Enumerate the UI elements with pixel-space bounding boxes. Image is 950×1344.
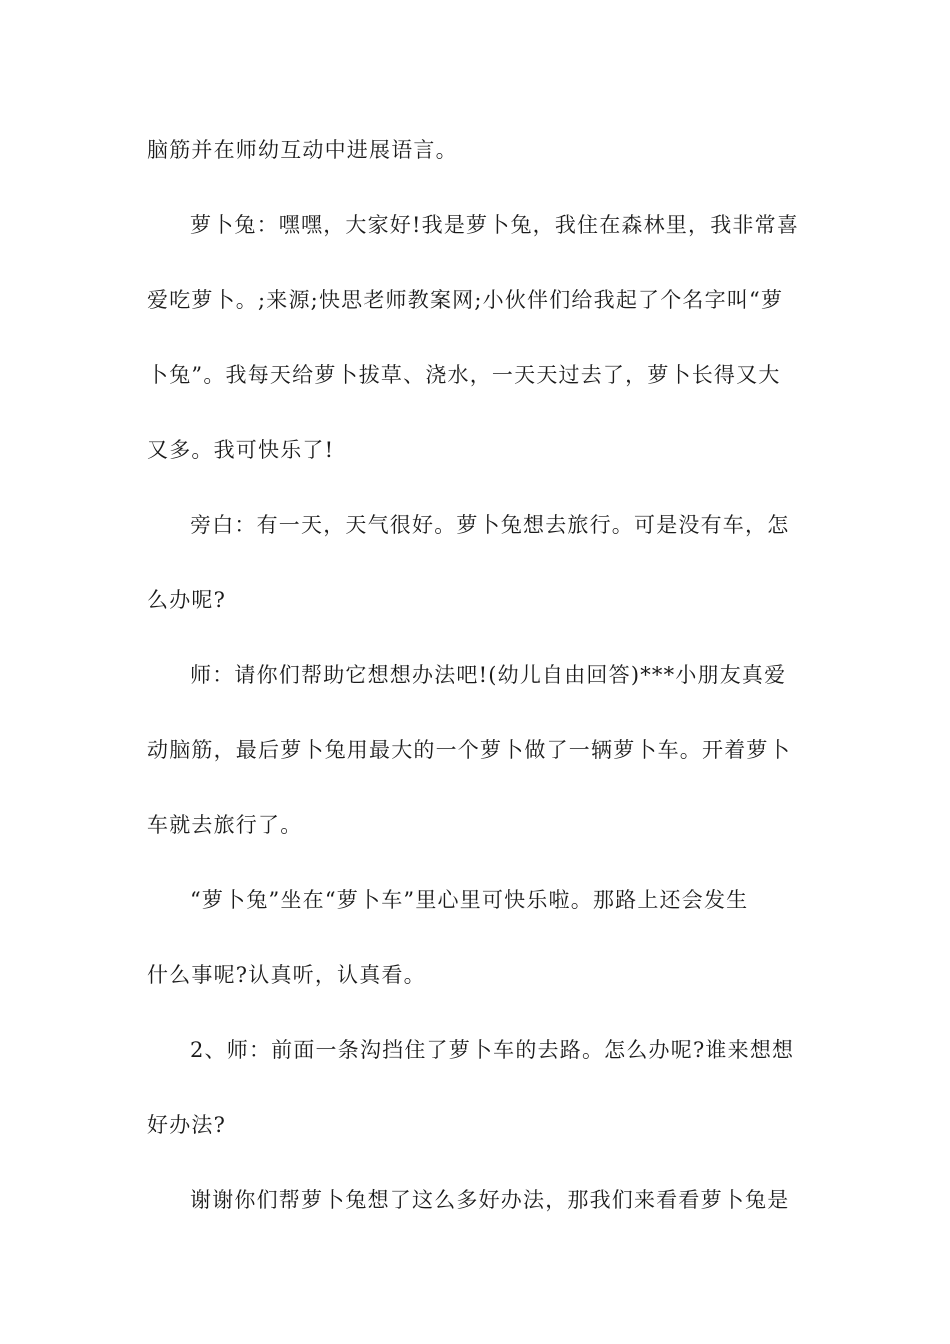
paragraph-start-line: 师：请你们帮助它想想办法吧!(幼儿自由回答)***小朋友真爱 (190, 663, 787, 687)
paragraph-start-line: 谢谢你们帮萝卜兔想了这么多好办法，那我们来看看萝卜兔是 (190, 1188, 790, 1212)
paragraph-start-line: 2、师：前面一条沟挡住了萝卜车的去路。怎么办呢?谁来想想 (190, 1038, 795, 1062)
text-line: 卜兔”。我每天给萝卜拔草、浇水，一天天过去了，萝卜长得又大 (147, 363, 781, 387)
text-line: 动脑筋，最后萝卜兔用最大的一个萝卜做了一辆萝卜车。开着萝卜 (147, 738, 791, 762)
text-line: 爱吃萝卜。;来源;快思老师教案网;小伙伴们给我起了个名字叫“萝 (147, 288, 784, 312)
paragraph-start-line: 萝卜兔：嘿嘿，大家好!我是萝卜兔，我住在森林里，我非常喜 (190, 213, 800, 237)
text-line: 脑筋并在师幼互动中进展语言。 (147, 138, 458, 162)
text-line: 好办法? (147, 1113, 227, 1137)
text-line: 又多。我可快乐了! (147, 438, 335, 462)
text-line: 么办呢? (147, 588, 227, 612)
paragraph-start-line: “萝卜兔”坐在“萝卜车”里心里可快乐啦。那路上还会发生 (190, 888, 749, 912)
text-line: 什么事呢?认真听，认真看。 (147, 963, 426, 987)
text-line: 车就去旅行了。 (147, 813, 303, 837)
paragraph-start-line: 旁白：有一天，天气很好。萝卜兔想去旅行。可是没有车，怎 (190, 513, 790, 537)
